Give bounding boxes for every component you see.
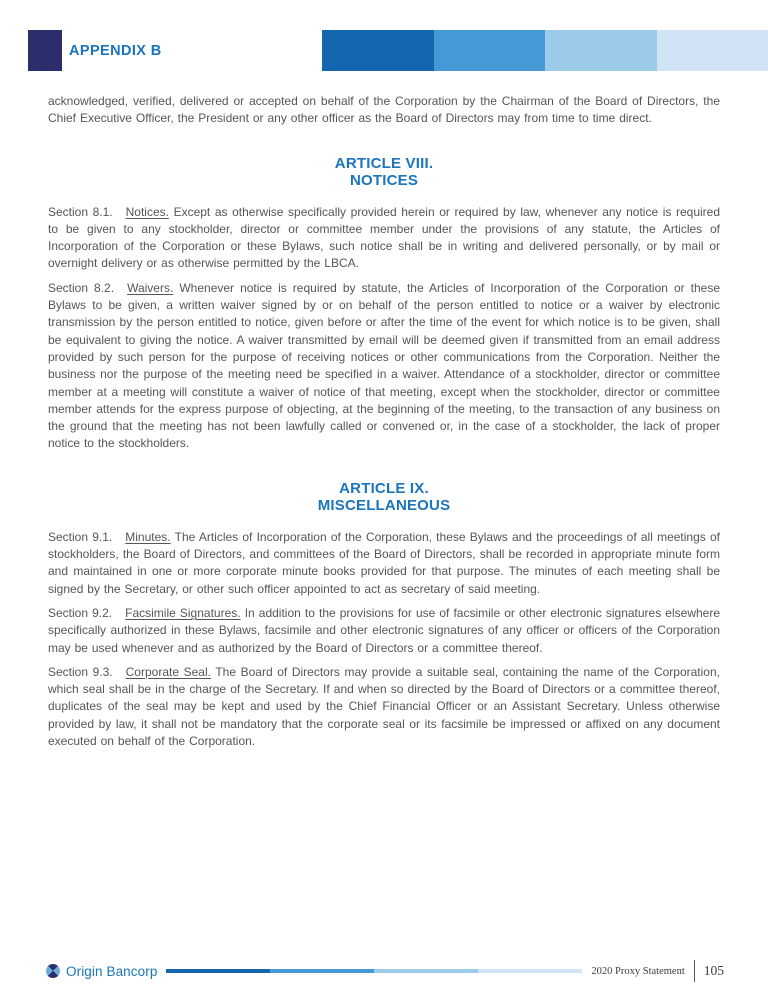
section-9-3-paragraph [48, 664, 720, 750]
footer-bar-segment-4 [478, 969, 582, 974]
section-8-1-title: Notices. [125, 204, 169, 219]
section-9-2-paragraph [48, 605, 720, 657]
header-gradient-bar [322, 30, 768, 71]
article-ix-title: ARTICLE IX. [339, 479, 429, 497]
section-9-3-label: Section 9.3. [48, 664, 113, 679]
article-viii-title: ARTICLE VIII. [334, 154, 434, 172]
intro-paragraph: acknowledged, verified, delivered or accepted on behalf of the Corporation by the Chairman of the Board of Directors, the Chief Executive Officer, the President or any other officer as the Board of Directors may from time to time direct. [48, 94, 720, 126]
footer-divider [694, 960, 695, 982]
footer-gradient-bar [166, 969, 582, 974]
section-9-1-paragraph [48, 529, 720, 598]
proxy-statement-label: 2020 Proxy Statement [591, 965, 685, 977]
header-bar-segment-2 [434, 30, 546, 71]
header-bar-segment-1 [322, 30, 434, 71]
footer-brand-name: Origin Bancorp [66, 963, 158, 979]
section-8-1-label: Section 8.1. [48, 204, 113, 219]
appendix-title: APPENDIX B [69, 42, 162, 59]
section-9-1-title: Minutes. [125, 529, 171, 544]
page-footer [46, 958, 724, 984]
section-8-2-body: Whenever notice is required by statute, the Articles of Incorporation of the Corporation or these Bylaws to be given, a written waiver signed by or on behalf of the person entitled to notice or a waiver by electronic transmission by the person entitled to notice, given before or after the time of the event for which notice is to be given, shall be equivalent to giving the notice. A waiver transmitted by email will be deemed given if transmitted from an email address provided by such person for the purpose of receiving notices or other communications from the Corporation. Neither the business nor the purpose of the meeting need be specified in a waiver. Attendance of a stockholder, director or committee member at a meeting will constitute a waiver of notice of that meeting, except when the stockholder, director or committee member attends for the express purpose of objecting, at the beginning of the meeting, to the transaction of any business on the ground that the meeting has not been lawfully called or convened or, in the case of a stockholder, the lack of proper notice to the stockholders. [48, 280, 720, 451]
section-9-1-body: The Articles of Incorporation of the Corporation, these Bylaws and the proceedings of all meetings of stockholders, the Board of Directors, and committees of the Board of Directors, shall be recorded in appropriate minute form and maintained in one or more corporate minute books provided for that purpose. The minutes of each meeting shall be signed by the Secretary, or other such officer appointed to act as secretary of said meeting. [48, 529, 720, 596]
footer-bar-segment-2 [270, 969, 374, 974]
page-number: 105 [703, 963, 724, 978]
section-9-2-body: In addition to the provisions for use of facsimile or other electronic signatures elsewhere specifically authorized in these Bylaws, facsimile and other electronic signatures of any officer or officers of the Corporation may be used whenever and as authorized by the Board of Directors or a committee thereof. [48, 605, 721, 655]
origin-bancorp-globe-icon [46, 964, 60, 978]
header-bar-segment-4 [657, 30, 768, 71]
article-ix-subtitle: MISCELLANEOUS [317, 497, 451, 515]
section-9-2-label: Section 9.2. [48, 605, 113, 620]
document-body [48, 93, 720, 757]
section-9-3-body: The Board of Directors may provide a suitable seal, containing the name of the Corporation, which seal shall be in the charge of the Secretary. If and when so directed by the Board of Directors or a committee thereof, duplicates of the seal may be kept and used by the Chief Financial Officer or an Assistant Secretary. Unless otherwise provided by law, it shall not be mandatory that the corporate seal or its facsimile be impressed or affixed on any document executed on behalf of the Corporation. [48, 664, 720, 749]
article-viii-heading [48, 155, 720, 190]
header-bar-segment-3 [545, 30, 657, 71]
section-9-3-title: Corporate Seal. [125, 664, 211, 679]
section-8-1-paragraph [48, 204, 720, 273]
section-8-2-paragraph [48, 280, 720, 453]
article-ix-heading [48, 480, 720, 515]
section-9-2-title: Facsimile Signatures. [125, 605, 241, 620]
footer-bar-segment-3 [374, 969, 478, 974]
section-8-2-title: Waivers. [127, 280, 174, 295]
article-viii-subtitle: NOTICES [349, 172, 419, 190]
appendix-marker-square [28, 30, 62, 71]
footer-bar-segment-1 [166, 969, 270, 974]
section-9-1-label: Section 9.1. [48, 529, 113, 544]
section-8-1-body: Except as otherwise specifically provided herein or required by law, whenever any notice is required to be given to any stockholder, director or committee member under the provisions of any statute, the Articles of Incorporation of the Corporation or these Bylaws, such notice shall be in writing and delivered personally, or by mail or overnight delivery or as otherwise permitted by the LBCA. [48, 204, 720, 271]
page-header [28, 30, 768, 71]
section-8-2-label: Section 8.2. [48, 280, 115, 295]
